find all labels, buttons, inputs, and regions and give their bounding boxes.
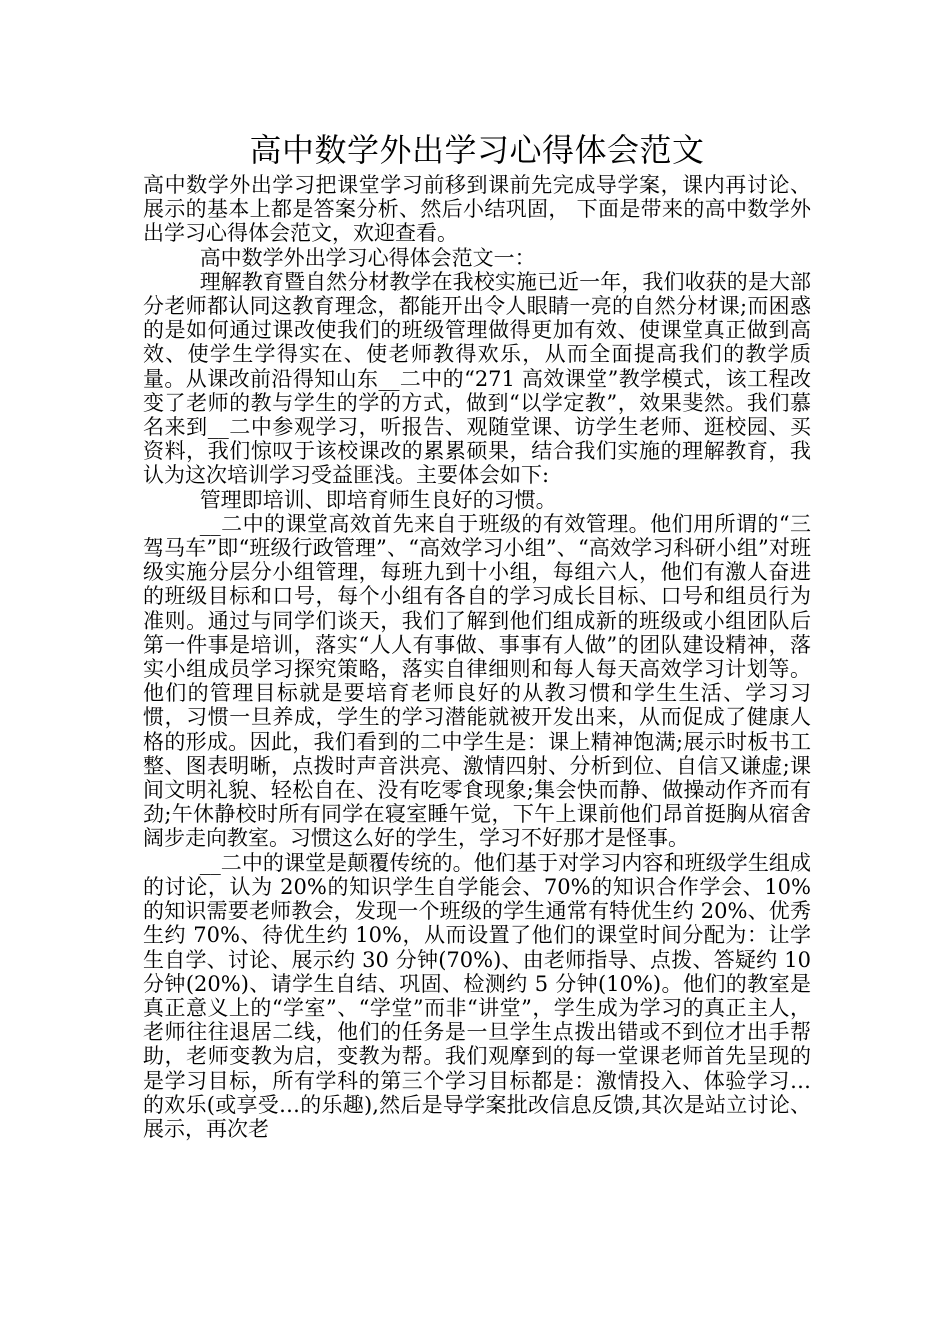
paragraph-intro: 高中数学外出学习把课堂学习前移到课前先完成导学案，课内再讨论、展示的基本上都是答案分析、然后小结巩固， 下面是带来的高中数学外出学习心得体会范文，欢迎查看。	[143, 173, 811, 246]
paragraph-body-1: 理解教育暨自然分材教学在我校实施已近一年，我们收获的是大部分老师都认同这教育理念，都能开出令人眼睛一亮的自然分材课;而困惑的是如何通过课改使我们的班级管理做得更加有效、使课堂真正做到高效、使学生学得实在、使老师教得欢乐，从而全面提高我们的教学质量。从课改前沿得知山东__二中的“271 高效课堂”教学模式，该工程改变了老师的教与学生的学的方式，做到“以学定教”，效果斐然。我们慕名来到__二中参观学习，听报告、观随堂课、访学生老师、逛校园、买资料，我们惊叹于该校课改的累累硕果，结合我们实施的理解教育，我认为这次培训学习受益匪浅。主要体会如下:	[143, 269, 811, 488]
paragraph-body-2: __二中的课堂高效首先来自于班级的有效管理。他们用所谓的“三驾马车”即“班级行政管理”、“高效学习小组”、“高效学习科研小组”对班级实施分层分小组管理，每班九到十小组，每组六人，他们有激人奋进的班级目标和口号，每个小组有各自的学习成长目标、口号和组员行为准则。通过与同学们谈天，我们了解到他们组成新的班级或小组团队后第一件事是培训，落实“人人有事做、事事有人做”的团队建设精神，落实小组成员学习探究策略，落实自律细则和每人每天高效学习计划等。他们的管理目标就是要培育老师良好的从教习惯和学生生活、学习习惯，习惯一旦养成，学生的学习潜能就被开发出来，从而促成了健康人格的形成。因此，我们看到的二中学生是：课上精神饱满;展示时板书工整、图表明晰，点拨时声音洪亮、激情四射、分析到位、自信又谦虚;课间文明礼貌、轻松自在、没有吃零食现象;集会快而静、做操动作齐而有劲;午休静校时所有同学在寝室睡午觉，下午上课前他们昂首挺胸从宿舍阔步走向教室。习惯这么好的学生，学习不好那才是怪事。	[143, 511, 811, 851]
document-page	[143, 128, 811, 1141]
paragraph-subtitle: 高中数学外出学习心得体会范文一：	[199, 245, 536, 270]
document-title: 高中数学外出学习心得体会范文	[249, 131, 705, 169]
paragraph-heading-management: 管理即培训、即培育师生良好的习惯。	[199, 487, 557, 512]
paragraph-body-3: __二中的课堂是颠覆传统的。他们基于对学习内容和班级学生组成的讨论，认为 20%的知识学生自学能会、70%的知识合作学会、10%的知识需要老师教会，发现一个班级的学生通常有特优生约 20%、优秀生约 70%、待优生约 10%，从而设置了他们的课堂时间分配为：让学生自学、讨论、展示约 30 分钟(70%)、由老师指导、点拨、答疑约 10 分钟(20%)、请学生自结、巩固、检测约 5 分钟(10%)。他们的教室是真正意义上的“学室”、“学堂”而非“讲堂”，学生成为学习的真正主人，老师往往退居二线，他们的任务是一旦学生点拨出错或不到位才出手帮助，老师变教为启，变教为帮。我们观摩到的每一堂课老师首先呈现的是学习目标，所有学科的第三个学习目标都是：激情投入、体验学习…的欢乐(或享受…的乐趣),然后是导学案批改信息反馈,其次是站立讨论、展示，再次老	[143, 850, 811, 1141]
